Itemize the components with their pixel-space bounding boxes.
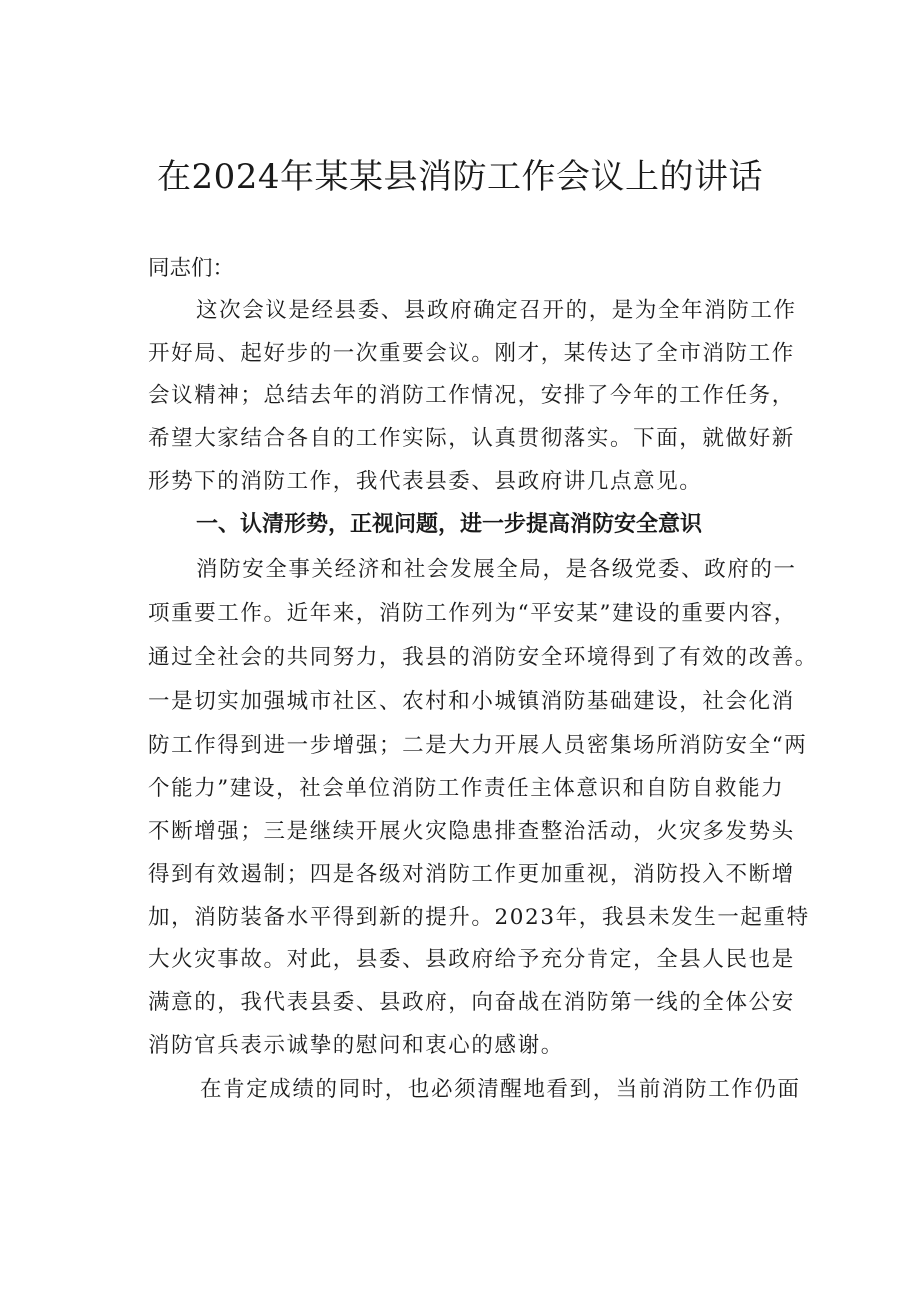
paragraph-line: 这次会议是经县委、县政府确定召开的，是为全年消防工作 xyxy=(196,298,797,323)
document-title: 在2024年某某县消防工作会议上的讲话 xyxy=(156,157,764,197)
paragraph-line: 通过全社会的共同努力，我县的消防安全环境得到了有效的改善。 xyxy=(148,645,818,670)
paragraph-line: 希望大家结合各自的工作实际，认真贯彻落实。下面，就做好新 xyxy=(148,426,795,451)
paragraph-line: 一是切实加强城市社区、农村和小城镇消防基础建设，社会化消 xyxy=(148,689,795,714)
paragraph-line: 开好局、起好步的一次重要会议。刚才，某传达了全市消防工作 xyxy=(148,341,795,366)
section-heading: 一、认清形势，正视问题，进一步提高消防安全意识 xyxy=(196,512,703,537)
paragraph-line: 消防安全事关经济和社会发展全局，是各级党委、政府的一 xyxy=(196,557,797,582)
paragraph-line: 会议精神；总结去年的消防工作情况，安排了今年的工作任务， xyxy=(148,383,795,408)
paragraph-line: 在肯定成绩的同时，也必须清醒地看到，当前消防工作仍面 xyxy=(200,1077,801,1102)
paragraph-line: 满意的，我代表县委、县政府，向奋战在消防第一线的全体公安 xyxy=(148,990,795,1015)
paragraph-line: 项重要工作。近年来，消防工作列为“平安某”建设的重要内容， xyxy=(148,601,797,626)
paragraph-line: 个能力”建设，社会单位消防工作责任主体意识和自防自救能力 xyxy=(148,776,785,801)
salutation: 同志们： xyxy=(148,256,235,281)
paragraph-line: 形势下的消防工作，我代表县委、县政府讲几点意见。 xyxy=(148,469,703,494)
paragraph-line: 加，消防装备水平得到新的提升。2023年，我县未发生一起重特 xyxy=(148,905,810,930)
paragraph-line: 不断增强；三是继续开展火灾隐患排查整治活动，火灾多发势头 xyxy=(148,819,795,844)
paragraph-line: 消防官兵表示诚挚的慰问和衷心的感谢。 xyxy=(148,1033,564,1058)
paragraph-line: 得到有效遏制；四是各级对消防工作更加重视，消防投入不断增 xyxy=(148,862,795,887)
paragraph-line: 大火灾事故。对此，县委、县政府给予充分肯定，全县人民也是 xyxy=(148,947,795,972)
paragraph-line: 防工作得到进一步增强；二是大力开展人员密集场所消防安全“两 xyxy=(148,733,808,758)
